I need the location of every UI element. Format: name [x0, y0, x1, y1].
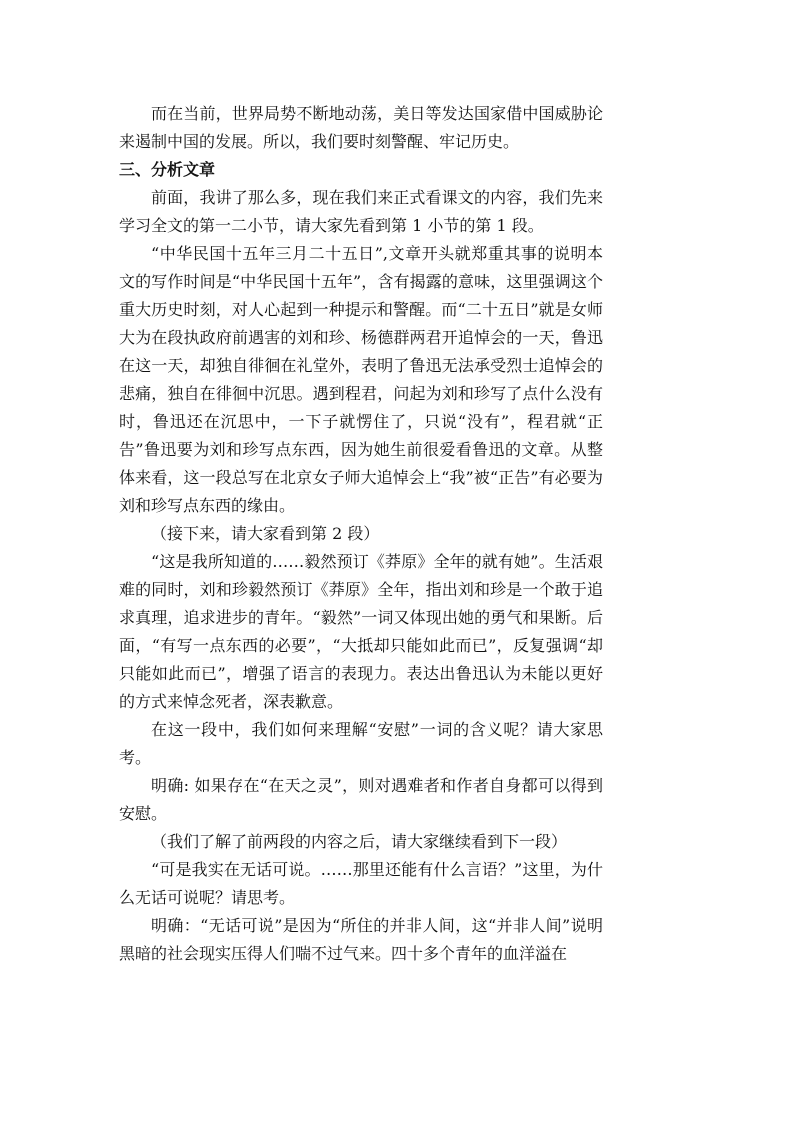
paragraph-question-anwei: 在这一段中，我们如何来理解“安慰”一词的含义呢？请大家思考。 [119, 720, 603, 767]
paragraph-analysis-2: “这是我所知道的……毅然预订《莽原》全年的就有她”。生活艰难的同时，刘和珍毅然预订《莽原》全年，指出刘和珍是一个敢于追求真理，追求进步的青年。“毅然”一词又体现出她的勇气和果断。后面，“有写一点东西的必要”，“大抵却只能如此而已”，反复强调“却只能如此而已”，增强了语言的表现力。表达出鲁迅认为未能以更好的方式来悼念死者，深表歉意。 [119, 552, 603, 711]
paragraph-intro: 而在当前，世界局势不断地动荡，美日等发达国家借中国威胁论来遏制中国的发展。所以，我们要时刻警醒、牢记历史。 [119, 104, 603, 151]
paragraph-answer-wuhua: 明确：“无话可说”是因为“所住的并非人间，这“并非人间”说明黑暗的社会现实压得人们喘不过气来。四十多个青年的血洋溢在 [119, 916, 603, 963]
paragraph-transition: 前面，我讲了那么多，现在我们来正式看课文的内容，我们先来学习全文的第一二小节，请大家先看到第 1 小节的第 1 段。 [119, 188, 603, 235]
document-body [119, 100, 603, 968]
paragraph-answer-anwei: 明确: 如果存在“在天之灵”，则对遇难者和作者自身都可以得到安慰。 [119, 776, 603, 823]
paragraph-note-section-2: （接下来，请大家看到第 2 段） [151, 524, 380, 543]
paragraph-question-wuhua: “可是我实在无话可说。……那里还能有什么言语？”这里，为什么无话可说呢？请思考。 [119, 860, 603, 907]
paragraph-note-next: （我们了解了前两段的内容之后，请大家继续看到下一段） [151, 832, 568, 851]
section-heading: 三、分析文章 [119, 160, 216, 179]
paragraph-analysis-1: “中华民国十五年三月二十五日”,文章开头就郑重其事的说明本文的写作时间是“中华民国十五年”，含有揭露的意味，这里强调这个重大历史时刻，对人心起到一种提示和警醒。而“二十五日”就是女师大为在段执政府前遇害的刘和珍、杨德群两君开追悼会的一天，鲁迅在这一天，却独自徘徊在礼堂外，表明了鲁迅无法承受烈士追悼会的悲痛，独自在徘徊中沉思。遇到程君，问起为刘和珍写了点什么没有时，鲁迅还在沉思中，一下子就愣住了，只说“没有”，程君就“正告”鲁迅要为刘和珍写点东西，因为她生前很爱看鲁迅的文章。从整体来看，这一段总写在北京女子师大追悼会上“我”被“正告”有必要为刘和珍写点东西的缘由。 [119, 244, 603, 515]
